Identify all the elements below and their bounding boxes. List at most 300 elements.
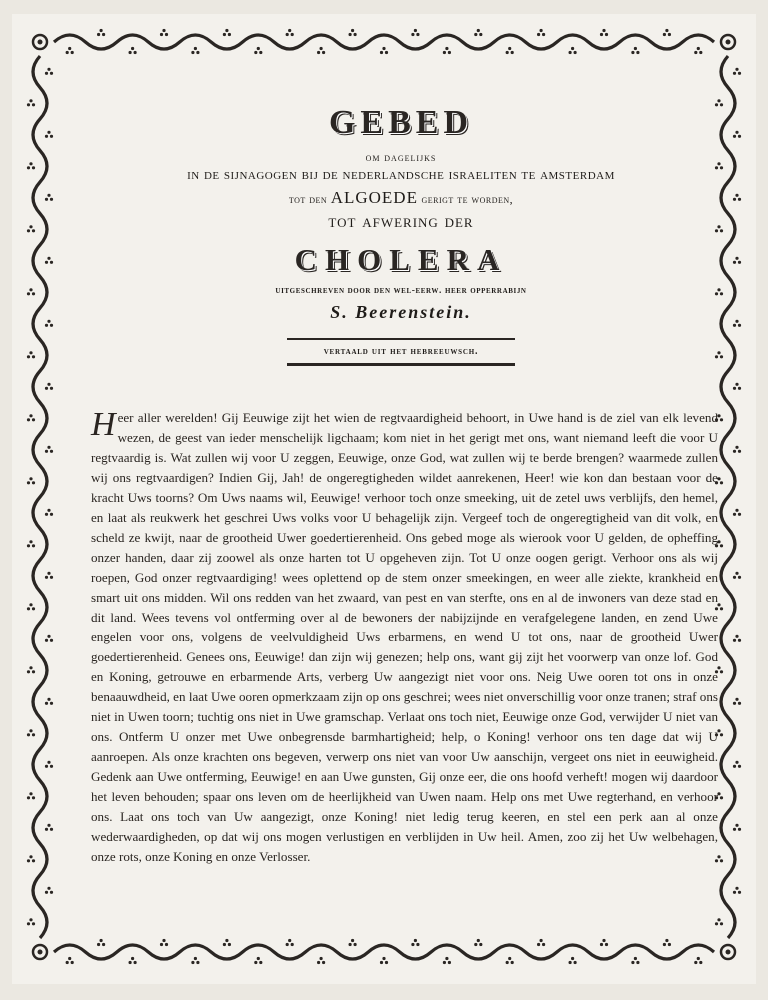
border-fleuron xyxy=(351,29,354,32)
border-fleuron xyxy=(27,166,30,169)
border-fleuron xyxy=(286,943,289,946)
border-fleuron xyxy=(45,261,48,264)
border-fleuron xyxy=(47,509,50,512)
border-fleuron xyxy=(66,51,69,54)
border-fleuron xyxy=(32,355,35,358)
border-fleuron xyxy=(506,51,509,54)
border-fleuron xyxy=(32,292,35,295)
border-fleuron xyxy=(443,51,446,54)
border-fleuron xyxy=(720,859,723,862)
border-fleuron xyxy=(27,355,30,358)
border-fleuron xyxy=(414,939,417,942)
border-fleuron xyxy=(477,29,480,32)
border-fleuron xyxy=(32,229,35,232)
border-fleuron xyxy=(699,51,702,54)
border-fleuron xyxy=(735,320,738,323)
border-fleuron xyxy=(228,943,231,946)
border-fleuron xyxy=(354,943,357,946)
border-fleuron xyxy=(602,939,605,942)
border-fleuron xyxy=(134,51,137,54)
border-fleuron xyxy=(738,72,741,75)
border-fleuron xyxy=(720,544,723,547)
border-fleuron xyxy=(257,957,260,960)
border-fleuron xyxy=(382,957,385,960)
border-fleuron xyxy=(194,47,197,50)
border-fleuron xyxy=(720,733,723,736)
subtitle-line-2: in de sijnagogen bij de nederlandsche israeliten te amsterdam xyxy=(187,167,615,183)
border-fleuron xyxy=(511,961,514,964)
border-fleuron xyxy=(571,47,574,50)
subtitle-line-3-word: ALGOEDE xyxy=(330,188,418,207)
border-fleuron xyxy=(71,961,74,964)
border-fleuron xyxy=(68,47,71,50)
border-fleuron xyxy=(382,47,385,50)
border-fleuron xyxy=(720,418,723,421)
border-fleuron xyxy=(735,887,738,890)
border-fleuron xyxy=(600,33,603,36)
border-fleuron xyxy=(45,513,48,516)
border-fleuron xyxy=(738,450,741,453)
border-fleuron xyxy=(50,639,53,642)
border-fleuron xyxy=(102,943,105,946)
border-fleuron xyxy=(733,828,736,831)
border-fleuron xyxy=(29,414,32,417)
border-fleuron xyxy=(320,957,323,960)
subtitle-line-3-pre: tot den xyxy=(288,192,328,206)
border-fleuron xyxy=(50,765,53,768)
border-fleuron xyxy=(715,103,718,106)
border-fleuron xyxy=(385,51,388,54)
border-fleuron xyxy=(97,943,100,946)
border-fleuron xyxy=(50,891,53,894)
border-fleuron xyxy=(50,450,53,453)
border-fleuron xyxy=(574,51,577,54)
border-fleuron xyxy=(715,292,718,295)
border-fleuron xyxy=(717,162,720,165)
border-fleuron xyxy=(29,792,32,795)
border-fleuron xyxy=(738,891,741,894)
border-fleuron xyxy=(733,198,736,201)
border-fleuron xyxy=(162,939,165,942)
border-fleuron xyxy=(738,135,741,138)
border-fleuron xyxy=(720,922,723,925)
border-fleuron xyxy=(631,961,634,964)
border-fleuron xyxy=(27,418,30,421)
border-fleuron xyxy=(733,261,736,264)
border-fleuron xyxy=(29,855,32,858)
border-fleuron xyxy=(735,635,738,638)
border-fleuron xyxy=(738,324,741,327)
border-fleuron xyxy=(71,51,74,54)
border-fleuron xyxy=(697,47,700,50)
border-fleuron xyxy=(380,961,383,964)
border-fleuron xyxy=(735,383,738,386)
border-fleuron xyxy=(717,918,720,921)
border-fleuron xyxy=(720,166,723,169)
border-fleuron xyxy=(715,355,718,358)
border-fleuron xyxy=(194,957,197,960)
border-fleuron xyxy=(27,103,30,106)
border-fleuron xyxy=(50,261,53,264)
author-name: S. Beerenstein. xyxy=(330,302,472,322)
corner-ornament xyxy=(33,35,47,49)
border-fleuron xyxy=(259,961,262,964)
border-fleuron xyxy=(735,824,738,827)
border-fleuron xyxy=(738,387,741,390)
border-fleuron xyxy=(32,670,35,673)
border-fleuron xyxy=(385,961,388,964)
border-fleuron xyxy=(32,481,35,484)
border-fleuron xyxy=(45,198,48,201)
border-fleuron xyxy=(694,51,697,54)
border-fleuron xyxy=(508,957,511,960)
border-fleuron xyxy=(735,257,738,260)
border-fleuron xyxy=(735,509,738,512)
border-fleuron xyxy=(27,796,30,799)
border-fleuron xyxy=(47,824,50,827)
border-fleuron xyxy=(47,572,50,575)
border-fleuron xyxy=(225,29,228,32)
border-fleuron xyxy=(257,47,260,50)
border-fleuron xyxy=(228,33,231,36)
border-fleuron xyxy=(317,51,320,54)
border-fleuron xyxy=(29,729,32,732)
border-fleuron xyxy=(477,939,480,942)
border-fleuron xyxy=(29,162,32,165)
border-fleuron xyxy=(223,33,226,36)
border-fleuron xyxy=(634,957,637,960)
border-fleuron xyxy=(50,576,53,579)
border-fleuron xyxy=(715,166,718,169)
border-fleuron xyxy=(291,33,294,36)
border-fleuron xyxy=(445,957,448,960)
border-fleuron xyxy=(735,698,738,701)
border-fleuron xyxy=(720,670,723,673)
border-fleuron xyxy=(45,72,48,75)
border-fleuron xyxy=(102,33,105,36)
border-fleuron xyxy=(416,33,419,36)
border-fleuron xyxy=(27,670,30,673)
border-fleuron xyxy=(715,922,718,925)
border-fleuron xyxy=(32,544,35,547)
border-fleuron xyxy=(288,29,291,32)
translation-note: vertaald uit het hebreeuwsch. xyxy=(323,346,479,357)
border-fleuron xyxy=(45,765,48,768)
border-fleuron xyxy=(416,943,419,946)
border-fleuron xyxy=(733,324,736,327)
corner-ornament xyxy=(33,945,47,959)
border-fleuron xyxy=(47,761,50,764)
border-fleuron xyxy=(50,324,53,327)
border-fleuron xyxy=(129,961,132,964)
border-fleuron xyxy=(45,702,48,705)
border-fleuron xyxy=(32,733,35,736)
border-fleuron xyxy=(196,961,199,964)
border-fleuron xyxy=(735,194,738,197)
border-fleuron xyxy=(27,922,30,925)
border-fleuron xyxy=(27,292,30,295)
border-fleuron xyxy=(720,292,723,295)
subtitle-line-4: tot afwering der xyxy=(328,211,474,232)
border-fleuron xyxy=(411,33,414,36)
border-fleuron xyxy=(129,51,132,54)
border-fleuron xyxy=(29,603,32,606)
border-fleuron xyxy=(47,131,50,134)
border-fleuron xyxy=(50,198,53,201)
border-fleuron xyxy=(254,51,257,54)
border-wave xyxy=(721,56,735,938)
border-fleuron xyxy=(720,796,723,799)
border-fleuron xyxy=(27,859,30,862)
subtitle-line-1: om dagelijks xyxy=(365,152,437,164)
drop-cap: H xyxy=(91,406,116,443)
border-fleuron xyxy=(47,698,50,701)
border-fleuron xyxy=(165,33,168,36)
border-fleuron xyxy=(66,961,69,964)
border-fleuron xyxy=(47,68,50,71)
border-fleuron xyxy=(738,639,741,642)
border-fleuron xyxy=(738,702,741,705)
border-fleuron xyxy=(97,33,100,36)
border-fleuron xyxy=(45,387,48,390)
border-fleuron xyxy=(45,891,48,894)
border-fleuron xyxy=(631,51,634,54)
border-fleuron xyxy=(380,51,383,54)
border-fleuron xyxy=(411,943,414,946)
border-fleuron xyxy=(665,29,668,32)
border-fleuron xyxy=(47,887,50,890)
border-fleuron xyxy=(735,131,738,134)
border-fleuron xyxy=(479,33,482,36)
prayer-text xyxy=(91,408,718,867)
border-fleuron xyxy=(663,943,666,946)
border-fleuron xyxy=(47,320,50,323)
document-page xyxy=(12,14,756,984)
border-fleuron xyxy=(720,103,723,106)
border-fleuron xyxy=(47,635,50,638)
border-fleuron xyxy=(349,33,352,36)
border-fleuron xyxy=(540,29,543,32)
border-fleuron xyxy=(738,765,741,768)
border-fleuron xyxy=(733,387,736,390)
border-fleuron xyxy=(322,51,325,54)
border-fleuron xyxy=(733,135,736,138)
border-fleuron xyxy=(32,859,35,862)
border-fleuron xyxy=(32,796,35,799)
border-fleuron xyxy=(223,943,226,946)
prayer-body: eer aller werelden! Gij Eeuwige zijt het wien de regtvaardigheid behoort, in Uwe hand is de ziel van elk levend wezen, de geest van ieder menschelijk ligchaam; kom niet in het gerigt met ons, want niemand leeft die voor U regtvaardig is. Wat zullen wij voor U zeggen, Eeuwige, onze God, wat zullen wij te berde brengen? waarmede zullen wij ons regtvaardigen? Indien Gij, Jah! de ongeregtigheden wildet aanrekenen, Heer! wie kon dan bestaan voor de kracht Uws toorns? Om Uws naams wil, Eeuwige! verhoor toch onze smeeking, uit de zetel uws verblijfs, den hemel, en laat als reukwerk het geschrei Uws volks voor U behagelijk zijn. Vergeef toch de ongeregtigheid van dit volk, en scheld ze kwijt, naar de grootheid Uwer goedertierenheid. Ons gebed moge als wierook voor U gelden, de opheffing onzer handen, daar zij zoowel als onze harten tot U opgeheven zijn. Tot U onze oogen gerigt. Verhoor ons als wij roepen, God onzer regtvaardiging! wees oplettend op de stem onzer smeekingen, en weer alle ziekte, krankheid en smart uit ons midden. Wil ons redden van het zwaard, van pest en van sterfte, ons en al de inwoners van deze stad en dit land. Wees tevens vol ontferming over al de bewoners der nabijzijnde en verafgelegene landen, en zend Uwe engelen voor ons, volgens de veelvuldigheid Uws erbarmens, en wend U tot ons, naar de grootheid Uwer goedertierenheid. Genees ons, Eeuwige! dan zijn wij genezen; help ons, want gij zijt het voorwerp van onze lof. God en Koning, getrouwe en erbarmende Arts, verberg Uw aangezigt niet voor ons. Neig Uwe ooren tot ons in onze benaauwdheid, en laat Uwe ooren opmerkzaam zijn op ons geschrei; wees niet onverschillig voor onze tranen; straf ons niet in Uwen toorn; tuchtig ons niet in Uwe gramschap. Verlaat ons toch niet, Eeuwige onze God, verwijder U niet van ons. Ontferm U onzer met Uwe onbegrensde barmhartigheid; help, o Koning! verhoor ons ten dage dat wij U aanroepen. Als onze krachten ons begeven, verwerp ons niet van voor Uw aanschijn, vergeet ons niet in eeuwigheid. Gedenk aan Uwe ontferming, Eeuwige! en aan Uwe gunsten, Gij onze eer, die ons hoofd verheft! mogen wij daardoor het leven behouden; spaar ons leven om de heerlijkheid van Uwen naam. Help ons met Uwe regterhand, en verhoor ons. Laat ons toch van Uw aangezigt, onze Koning! niet ledig terug keeren, en stel een perk aan al onze wederwaardigheden, op dat wij ons mogen verlustigen en verblijden in Uw heil. Amen, zoo zij het Uw welbehagen, onze rots, onze Koning en onze Verlosser. xyxy=(91,410,718,864)
border-fleuron xyxy=(663,33,666,36)
top-rule xyxy=(287,338,515,340)
border-fleuron xyxy=(29,918,32,921)
border-fleuron xyxy=(47,257,50,260)
border-fleuron xyxy=(697,957,700,960)
border-fleuron xyxy=(511,51,514,54)
border-fleuron xyxy=(68,957,71,960)
border-fleuron xyxy=(32,166,35,169)
border-fleuron xyxy=(733,639,736,642)
border-fleuron xyxy=(27,544,30,547)
border-fleuron xyxy=(717,99,720,102)
border-fleuron xyxy=(259,51,262,54)
border-fleuron xyxy=(29,288,32,291)
border-fleuron xyxy=(27,481,30,484)
border-fleuron xyxy=(320,47,323,50)
subtitle-line-3 xyxy=(90,188,712,208)
corner-ornament xyxy=(721,35,735,49)
border-fleuron xyxy=(540,939,543,942)
border-fleuron xyxy=(322,961,325,964)
border-fleuron xyxy=(448,961,451,964)
border-fleuron xyxy=(288,939,291,942)
border-fleuron xyxy=(733,513,736,516)
border-fleuron xyxy=(636,961,639,964)
border-fleuron xyxy=(50,702,53,705)
border-fleuron xyxy=(605,33,608,36)
border-fleuron xyxy=(50,513,53,516)
border-fleuron xyxy=(636,51,639,54)
corner-ornament xyxy=(721,945,735,959)
border-fleuron xyxy=(47,446,50,449)
border-fleuron xyxy=(29,225,32,228)
border-fleuron xyxy=(29,99,32,102)
border-fleuron xyxy=(474,943,477,946)
border-fleuron xyxy=(191,961,194,964)
border-fleuron xyxy=(699,961,702,964)
border-fleuron xyxy=(733,450,736,453)
border-fleuron xyxy=(738,576,741,579)
border-fleuron xyxy=(47,383,50,386)
bottom-rule xyxy=(287,363,515,366)
border-fleuron xyxy=(443,961,446,964)
border-fleuron xyxy=(720,481,723,484)
border-fleuron xyxy=(508,47,511,50)
border-fleuron xyxy=(574,961,577,964)
border-fleuron xyxy=(131,957,134,960)
border-fleuron xyxy=(225,939,228,942)
border-fleuron xyxy=(717,288,720,291)
border-fleuron xyxy=(45,450,48,453)
border-fleuron xyxy=(733,576,736,579)
border-fleuron xyxy=(569,51,572,54)
border-fleuron xyxy=(600,943,603,946)
border-fleuron xyxy=(165,943,168,946)
border-fleuron xyxy=(29,477,32,480)
border-fleuron xyxy=(45,576,48,579)
border-fleuron xyxy=(47,194,50,197)
document-title: GEBED xyxy=(328,104,474,141)
border-fleuron xyxy=(100,939,103,942)
border-fleuron xyxy=(50,72,53,75)
border-fleuron xyxy=(479,943,482,946)
border-fleuron xyxy=(351,939,354,942)
border-fleuron xyxy=(474,33,477,36)
border-fleuron xyxy=(349,943,352,946)
border-fleuron xyxy=(160,33,163,36)
border-fleuron xyxy=(162,29,165,32)
border-fleuron xyxy=(286,33,289,36)
border-fleuron xyxy=(735,572,738,575)
border-fleuron xyxy=(134,961,137,964)
border-fleuron xyxy=(160,943,163,946)
border-fleuron xyxy=(602,29,605,32)
border-fleuron xyxy=(717,225,720,228)
border-fleuron xyxy=(668,943,671,946)
border-fleuron xyxy=(50,828,53,831)
border-fleuron xyxy=(720,229,723,232)
border-fleuron xyxy=(448,51,451,54)
border-fleuron xyxy=(317,961,320,964)
border-fleuron xyxy=(45,828,48,831)
border-fleuron xyxy=(32,103,35,106)
border-fleuron xyxy=(542,943,545,946)
border-fleuron xyxy=(32,607,35,610)
border-fleuron xyxy=(733,765,736,768)
border-fleuron xyxy=(537,33,540,36)
border-fleuron xyxy=(45,324,48,327)
border-fleuron xyxy=(738,513,741,516)
border-fleuron xyxy=(100,29,103,32)
border-fleuron xyxy=(738,828,741,831)
border-fleuron xyxy=(634,47,637,50)
border-fleuron xyxy=(27,229,30,232)
border-fleuron xyxy=(32,418,35,421)
border-fleuron xyxy=(717,351,720,354)
border-fleuron xyxy=(537,943,540,946)
subject-heading: CHOLERA xyxy=(294,242,508,277)
border-fleuron xyxy=(29,351,32,354)
border-fleuron xyxy=(191,51,194,54)
border-fleuron xyxy=(29,540,32,543)
border-fleuron xyxy=(668,33,671,36)
border-fleuron xyxy=(542,33,545,36)
border-fleuron xyxy=(665,939,668,942)
border-fleuron xyxy=(32,922,35,925)
border-fleuron xyxy=(291,943,294,946)
border-fleuron xyxy=(720,607,723,610)
border-fleuron xyxy=(720,355,723,358)
border-fleuron xyxy=(27,607,30,610)
border-fleuron xyxy=(29,666,32,669)
border-fleuron xyxy=(733,702,736,705)
border-fleuron xyxy=(605,943,608,946)
border-fleuron xyxy=(733,891,736,894)
border-fleuron xyxy=(735,446,738,449)
written-by-line: uitgeschreven door den wel-eerw. heer opperrabijn xyxy=(275,286,527,296)
border-fleuron xyxy=(738,198,741,201)
header-block xyxy=(90,104,712,366)
border-fleuron xyxy=(27,733,30,736)
border-fleuron xyxy=(733,72,736,75)
border-fleuron xyxy=(571,957,574,960)
border-fleuron xyxy=(694,961,697,964)
border-fleuron xyxy=(45,639,48,642)
border-fleuron xyxy=(50,387,53,390)
border-fleuron xyxy=(445,47,448,50)
border-fleuron xyxy=(569,961,572,964)
border-fleuron xyxy=(738,261,741,264)
border-fleuron xyxy=(735,68,738,71)
border-fleuron xyxy=(254,961,257,964)
border-fleuron xyxy=(414,29,417,32)
border-fleuron xyxy=(506,961,509,964)
border-fleuron xyxy=(735,761,738,764)
border-fleuron xyxy=(715,229,718,232)
border-fleuron xyxy=(45,135,48,138)
border-fleuron xyxy=(50,135,53,138)
border-fleuron xyxy=(131,47,134,50)
border-fleuron xyxy=(196,51,199,54)
